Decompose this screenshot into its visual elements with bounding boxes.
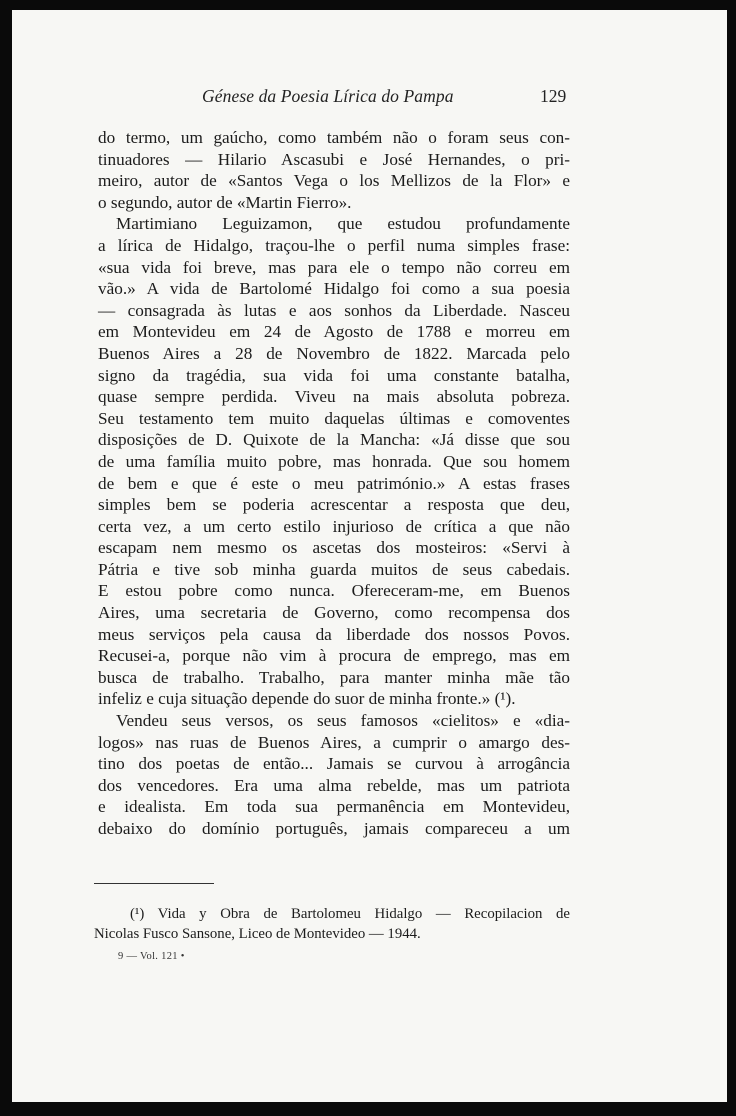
text-line: escapam nem mesmo os ascetas dos mosteiros: «Servi à [98, 538, 570, 558]
text-line: meiro, autor de «Santos Vega o los Mellizos de la Flor» e [98, 171, 570, 191]
text-line: simples bem se poderia acrescentar a resposta que deu, [98, 495, 570, 515]
running-title: Génese da Poesia Lírica do Pampa [202, 86, 454, 106]
text-line: Aires, uma secretaria de Governo, como recompensa dos [98, 603, 570, 623]
text-line: signo da tragédia, sua vida foi uma constante batalha, [98, 365, 570, 385]
text-line: vão.» A vida de Bartolomé Hidalgo foi como a sua poesia [98, 279, 570, 299]
text-line: de uma família muito pobre, mas honrada. Que sou homem [98, 451, 570, 471]
body-text [98, 127, 570, 840]
text-line: disposições de D. Quixote de la Mancha: «Já disse que sou [98, 430, 570, 450]
text-line: certa vez, a um certo estilo injurioso de crítica a que não [98, 516, 570, 536]
text-line: o segundo, autor de «Martin Fierro». [98, 192, 352, 212]
text-line: E estou pobre como nunca. Ofereceram-me, em Buenos [98, 581, 570, 601]
text-line: em Montevideu em 24 de Agosto de 1788 e morreu em [98, 322, 570, 342]
text-line: Vendeu seus versos, os seus famosos «cielitos» e «dia- [116, 711, 570, 731]
page-number: 129 [540, 86, 567, 106]
text-line: Buenos Aires a 28 de Novembro de 1822. Marcada pelo [98, 343, 570, 363]
text-line: tino dos poetas de então... Jamais se curvou à arrogância [98, 754, 570, 774]
text-line: de bem e que é este o meu património.» A estas frases [98, 473, 570, 493]
text-line: tinuadores — Hilario Ascasubi e José Hernandes, o pri- [98, 149, 570, 169]
text-line: Seu testamento tem muito daquelas últimas e comoventes [98, 408, 570, 428]
page-header [12, 86, 727, 114]
text-line: debaixo do domínio português, jamais compareceu a um [98, 819, 570, 838]
footnote-line: Nicolas Fusco Sansone, Liceo de Montevideo — 1944. [94, 925, 421, 942]
text-line: e idealista. Em toda sua permanência em Montevideu, [98, 797, 570, 817]
text-line: Martimiano Leguizamon, que estudou profundamente [116, 214, 570, 234]
text-line: Recusei-a, porque não vim à procura de emprego, mas em [98, 646, 570, 666]
text-line: dos vencedores. Era uma alma rebelde, mas um patriota [98, 775, 570, 795]
footnote [94, 905, 570, 944]
text-line: logos» nas ruas de Buenos Aires, a cumprir o amargo des- [98, 732, 570, 752]
text-line: «sua vida foi breve, mas para ele o tempo não correu em [98, 257, 570, 277]
printer-signature-mark: 9 — Vol. 121 • [118, 951, 185, 962]
text-line: quase sempre perdida. Viveu na mais absoluta pobreza. [98, 387, 570, 407]
text-line: — consagrada às lutas e aos sonhos da Liberdade. Nasceu [98, 300, 570, 320]
book-page [12, 10, 727, 1102]
text-line: a lírica de Hidalgo, traçou-lhe o perfil numa simples frase: [98, 235, 570, 255]
text-line: meus serviços pela causa da liberdade dos nossos Povos. [98, 624, 570, 644]
text-line: infeliz e cuja situação depende do suor de minha fronte.» (¹). [98, 689, 516, 709]
text-line: Pátria e tive sob minha guarda muitos de seus cabedais. [98, 559, 570, 579]
text-line: busca de trabalho. Trabalho, para manter minha mãe tão [98, 667, 570, 687]
text-line: do termo, um gaúcho, como também não o foram seus con- [98, 128, 570, 147]
footnote-line: (¹) Vida y Obra de Bartolomeu Hidalgo — Recopilacion de [130, 906, 570, 922]
footnote-divider [94, 883, 214, 884]
